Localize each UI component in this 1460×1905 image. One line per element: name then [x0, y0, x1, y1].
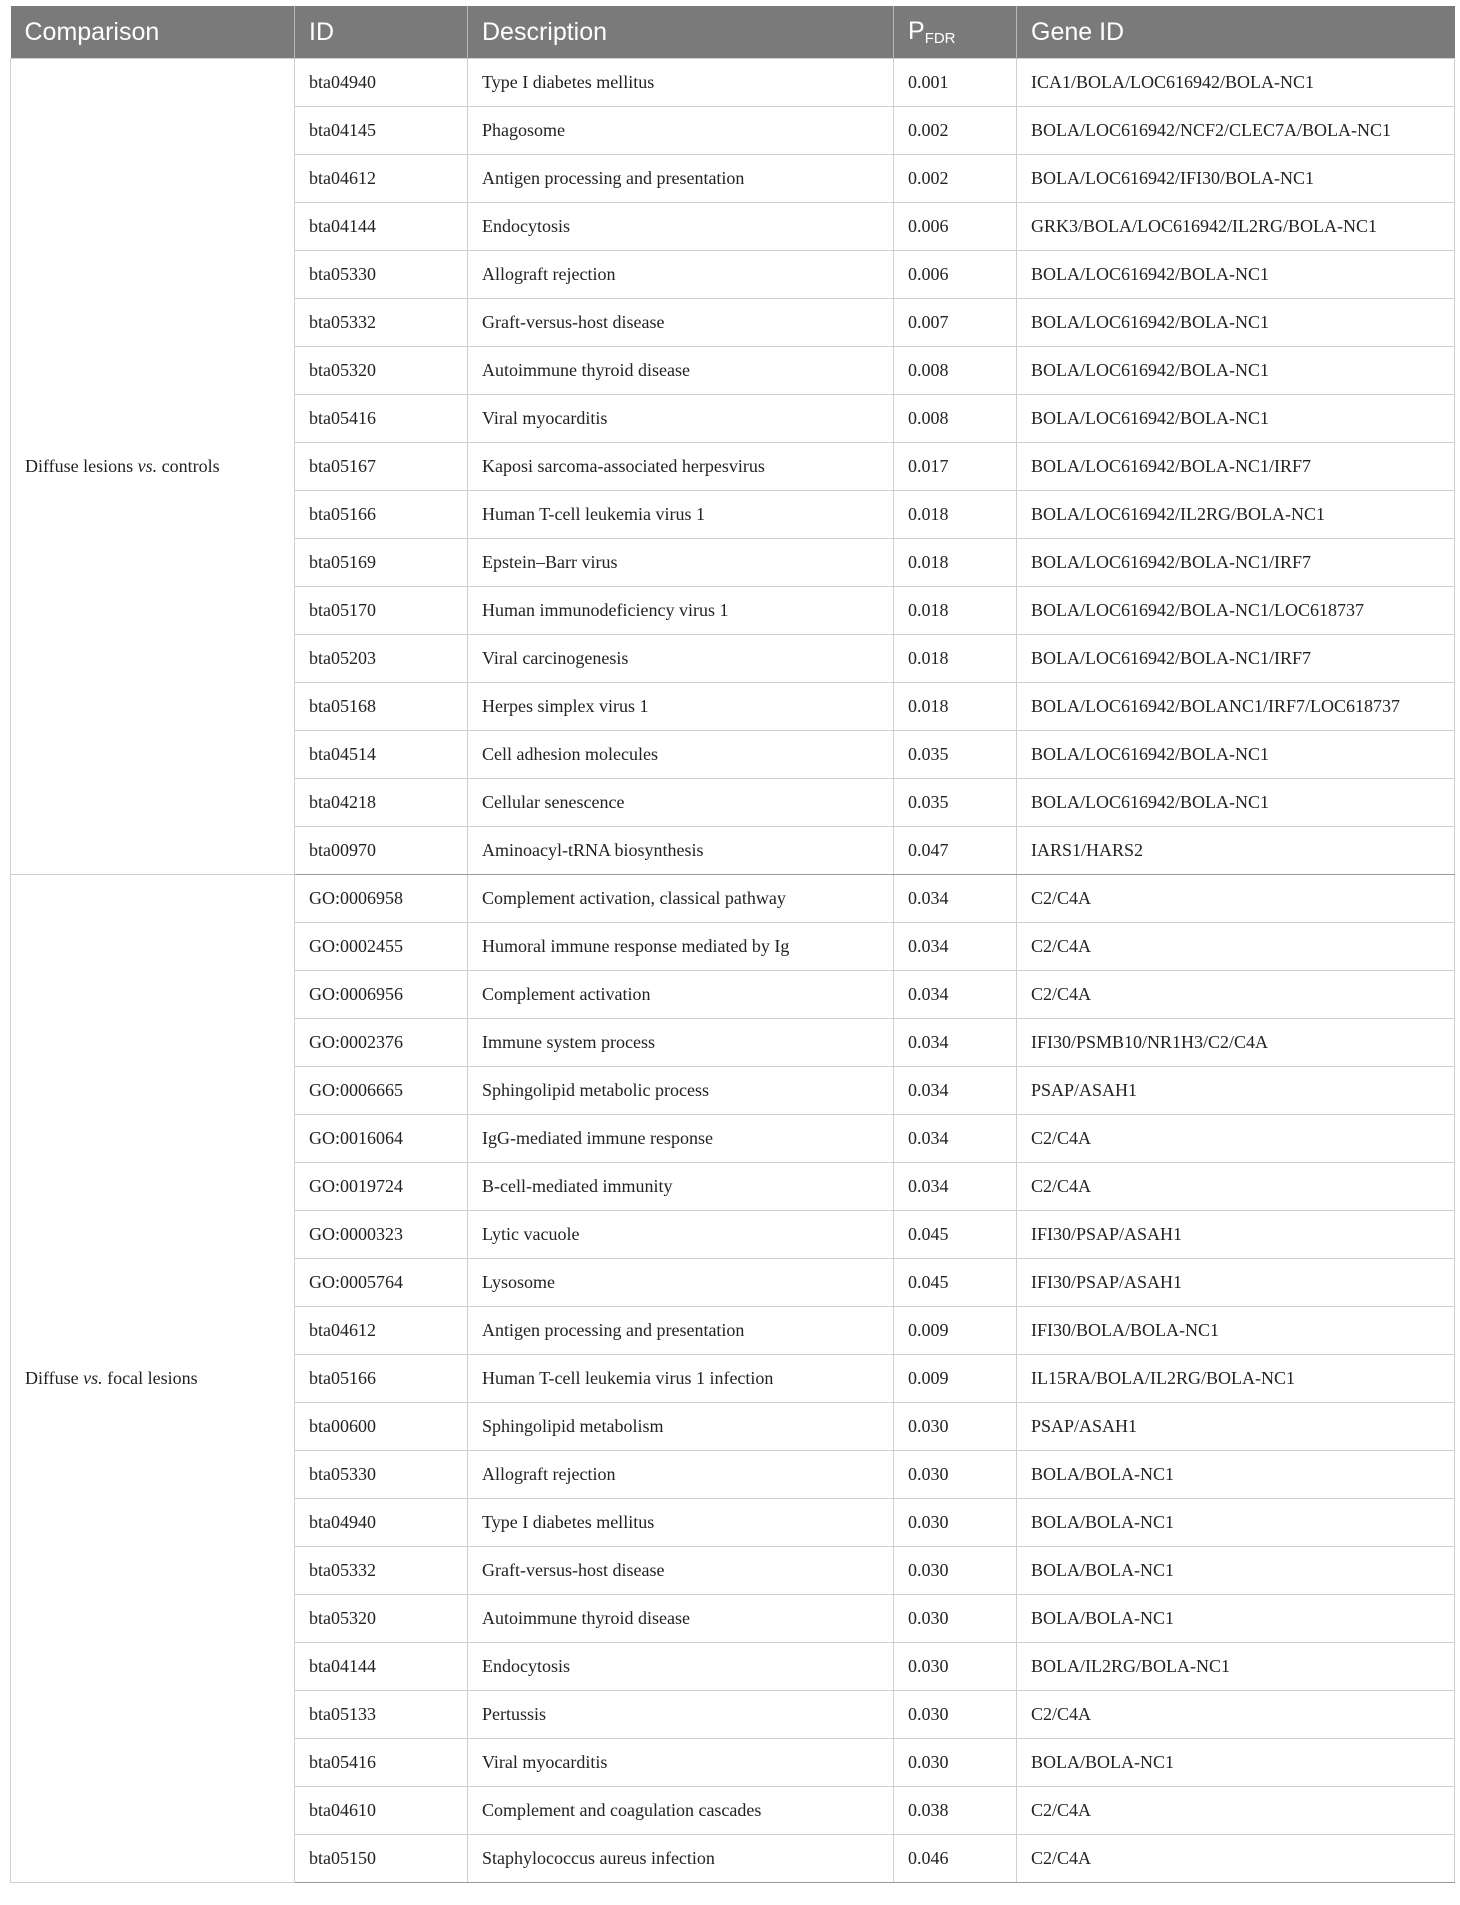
comparison-suffix: focal lesions [102, 1368, 198, 1388]
gene-id-cell: PSAP/ASAH1 [1017, 1403, 1455, 1451]
gene-id-cell: C2/C4A [1017, 971, 1455, 1019]
p-fdr-cell: 0.030 [894, 1451, 1017, 1499]
enrichment-table [10, 6, 1455, 1883]
gene-id-cell: BOLA/BOLA-NC1 [1017, 1451, 1455, 1499]
comparison-cell [11, 875, 295, 1883]
header-p-fdr [894, 6, 1017, 59]
description-cell: Lytic vacuole [468, 1211, 894, 1259]
p-fdr-cell: 0.018 [894, 539, 1017, 587]
description-cell: Type I diabetes mellitus [468, 59, 894, 107]
id-cell: bta04612 [295, 155, 468, 203]
p-fdr-cell: 0.035 [894, 779, 1017, 827]
description-cell: Graft-versus-host disease [468, 299, 894, 347]
p-fdr-cell: 0.002 [894, 155, 1017, 203]
p-fdr-cell: 0.045 [894, 1259, 1017, 1307]
description-cell: Endocytosis [468, 203, 894, 251]
description-cell: Phagosome [468, 107, 894, 155]
description-cell: Sphingolipid metabolic process [468, 1067, 894, 1115]
id-cell: bta05332 [295, 299, 468, 347]
p-fdr-cell: 0.002 [894, 107, 1017, 155]
p-fdr-cell: 0.018 [894, 635, 1017, 683]
p-fdr-cell: 0.030 [894, 1595, 1017, 1643]
p-fdr-cell: 0.009 [894, 1355, 1017, 1403]
description-cell: Graft-versus-host disease [468, 1547, 894, 1595]
id-cell: bta05330 [295, 251, 468, 299]
table-body [11, 59, 1455, 1883]
id-cell: bta00970 [295, 827, 468, 875]
header-row [11, 6, 1455, 59]
description-cell: Epstein–Barr virus [468, 539, 894, 587]
gene-id-cell: BOLA/LOC616942/BOLA-NC1 [1017, 779, 1455, 827]
id-cell: bta05320 [295, 1595, 468, 1643]
id-cell: bta05330 [295, 1451, 468, 1499]
id-cell: bta04514 [295, 731, 468, 779]
id-cell: GO:0016064 [295, 1115, 468, 1163]
gene-id-cell: C2/C4A [1017, 1115, 1455, 1163]
description-cell: Kaposi sarcoma-associated herpesvirus [468, 443, 894, 491]
description-cell: Antigen processing and presentation [468, 155, 894, 203]
p-fdr-cell: 0.034 [894, 1019, 1017, 1067]
description-cell: Humoral immune response mediated by Ig [468, 923, 894, 971]
gene-id-cell: IFI30/BOLA/BOLA-NC1 [1017, 1307, 1455, 1355]
p-fdr-cell: 0.009 [894, 1307, 1017, 1355]
gene-id-cell: BOLA/LOC616942/IL2RG/BOLA-NC1 [1017, 491, 1455, 539]
description-cell: Viral myocarditis [468, 395, 894, 443]
gene-id-cell: BOLA/LOC616942/BOLA-NC1 [1017, 251, 1455, 299]
description-cell: Aminoacyl-tRNA biosynthesis [468, 827, 894, 875]
description-cell: Complement and coagulation cascades [468, 1787, 894, 1835]
id-cell: bta05332 [295, 1547, 468, 1595]
description-cell: Viral myocarditis [468, 1739, 894, 1787]
id-cell: bta05133 [295, 1691, 468, 1739]
table-row [11, 875, 1455, 923]
id-cell: GO:0002455 [295, 923, 468, 971]
gene-id-cell: BOLA/LOC616942/BOLA-NC1 [1017, 731, 1455, 779]
comparison-prefix: Diffuse [25, 1368, 84, 1388]
gene-id-cell: IARS1/HARS2 [1017, 827, 1455, 875]
description-cell: Staphylococcus aureus infection [468, 1835, 894, 1883]
p-fdr-cell: 0.030 [894, 1403, 1017, 1451]
gene-id-cell: C2/C4A [1017, 1787, 1455, 1835]
p-fdr-cell: 0.018 [894, 683, 1017, 731]
description-cell: Human immunodeficiency virus 1 [468, 587, 894, 635]
id-cell: GO:0005764 [295, 1259, 468, 1307]
description-cell: Type I diabetes mellitus [468, 1499, 894, 1547]
gene-id-cell: BOLA/LOC616942/NCF2/CLEC7A/BOLA-NC1 [1017, 107, 1455, 155]
id-cell: bta05167 [295, 443, 468, 491]
description-cell: Immune system process [468, 1019, 894, 1067]
gene-id-cell: IL15RA/BOLA/IL2RG/BOLA-NC1 [1017, 1355, 1455, 1403]
p-fdr-cell: 0.001 [894, 59, 1017, 107]
gene-id-cell: IFI30/PSAP/ASAH1 [1017, 1259, 1455, 1307]
p-fdr-cell: 0.006 [894, 251, 1017, 299]
id-cell: GO:0006958 [295, 875, 468, 923]
p-fdr-cell: 0.017 [894, 443, 1017, 491]
comparison-vs: vs. [137, 456, 158, 476]
gene-id-cell: BOLA/BOLA-NC1 [1017, 1499, 1455, 1547]
id-cell: bta00600 [295, 1403, 468, 1451]
gene-id-cell: C2/C4A [1017, 1163, 1455, 1211]
p-fdr-cell: 0.008 [894, 347, 1017, 395]
comparison-cell [11, 59, 295, 875]
id-cell: bta05416 [295, 1739, 468, 1787]
description-cell: Pertussis [468, 1691, 894, 1739]
header-gene-id: Gene ID [1017, 6, 1455, 59]
id-cell: bta04612 [295, 1307, 468, 1355]
p-fdr-cell: 0.034 [894, 1115, 1017, 1163]
p-fdr-cell: 0.030 [894, 1739, 1017, 1787]
description-cell: Cell adhesion molecules [468, 731, 894, 779]
comparison-prefix: Diffuse lesions [25, 456, 138, 476]
p-fdr-cell: 0.034 [894, 923, 1017, 971]
table-container [10, 6, 1454, 1883]
comparison-vs: vs. [83, 1368, 103, 1388]
id-cell: bta05320 [295, 347, 468, 395]
description-cell: Antigen processing and presentation [468, 1307, 894, 1355]
id-cell: bta05169 [295, 539, 468, 587]
p-fdr-cell: 0.006 [894, 203, 1017, 251]
id-cell: GO:0006665 [295, 1067, 468, 1115]
gene-id-cell: BOLA/LOC616942/BOLANC1/IRF7/LOC618737 [1017, 683, 1455, 731]
id-cell: bta05166 [295, 491, 468, 539]
p-fdr-cell: 0.046 [894, 1835, 1017, 1883]
description-cell: Allograft rejection [468, 251, 894, 299]
id-cell: GO:0002376 [295, 1019, 468, 1067]
gene-id-cell: IFI30/PSAP/ASAH1 [1017, 1211, 1455, 1259]
p-fdr-cell: 0.034 [894, 875, 1017, 923]
p-fdr-cell: 0.007 [894, 299, 1017, 347]
comparison-suffix: controls [157, 456, 220, 476]
gene-id-cell: BOLA/LOC616942/BOLA-NC1/IRF7 [1017, 539, 1455, 587]
header-comparison: Comparison [11, 6, 295, 59]
p-fdr-cell: 0.034 [894, 971, 1017, 1019]
p-fdr-cell: 0.030 [894, 1643, 1017, 1691]
description-cell: Sphingolipid metabolism [468, 1403, 894, 1451]
gene-id-cell: C2/C4A [1017, 923, 1455, 971]
gene-id-cell: BOLA/LOC616942/BOLA-NC1/IRF7 [1017, 635, 1455, 683]
p-fdr-cell: 0.045 [894, 1211, 1017, 1259]
id-cell: bta05170 [295, 587, 468, 635]
description-cell: Herpes simplex virus 1 [468, 683, 894, 731]
description-cell: Cellular senescence [468, 779, 894, 827]
gene-id-cell: BOLA/LOC616942/IFI30/BOLA-NC1 [1017, 155, 1455, 203]
gene-id-cell: BOLA/LOC616942/BOLA-NC1 [1017, 299, 1455, 347]
p-fdr-cell: 0.038 [894, 1787, 1017, 1835]
description-cell: Human T-cell leukemia virus 1 infection [468, 1355, 894, 1403]
p-fdr-cell: 0.030 [894, 1691, 1017, 1739]
p-fdr-cell: 0.047 [894, 827, 1017, 875]
table-row [11, 59, 1455, 107]
gene-id-cell: C2/C4A [1017, 1835, 1455, 1883]
gene-id-cell: PSAP/ASAH1 [1017, 1067, 1455, 1115]
gene-id-cell: BOLA/BOLA-NC1 [1017, 1547, 1455, 1595]
p-fdr-cell: 0.034 [894, 1067, 1017, 1115]
id-cell: bta04144 [295, 1643, 468, 1691]
gene-id-cell: BOLA/LOC616942/BOLA-NC1/IRF7 [1017, 443, 1455, 491]
description-cell: B-cell-mediated immunity [468, 1163, 894, 1211]
description-cell: Lysosome [468, 1259, 894, 1307]
id-cell: bta04610 [295, 1787, 468, 1835]
p-fdr-cell: 0.008 [894, 395, 1017, 443]
description-cell: Autoimmune thyroid disease [468, 347, 894, 395]
p-fdr-cell: 0.035 [894, 731, 1017, 779]
description-cell: Autoimmune thyroid disease [468, 1595, 894, 1643]
id-cell: bta05166 [295, 1355, 468, 1403]
header-description: Description [468, 6, 894, 59]
header-p-main: P [908, 17, 925, 45]
gene-id-cell: BOLA/LOC616942/BOLA-NC1/LOC618737 [1017, 587, 1455, 635]
p-fdr-cell: 0.030 [894, 1547, 1017, 1595]
description-cell: Endocytosis [468, 1643, 894, 1691]
description-cell: IgG-mediated immune response [468, 1115, 894, 1163]
gene-id-cell: ICA1/BOLA/LOC616942/BOLA-NC1 [1017, 59, 1455, 107]
header-p-sub: FDR [924, 30, 956, 47]
id-cell: bta04144 [295, 203, 468, 251]
description-cell: Complement activation, classical pathway [468, 875, 894, 923]
gene-id-cell: BOLA/IL2RG/BOLA-NC1 [1017, 1643, 1455, 1691]
gene-id-cell: BOLA/LOC616942/BOLA-NC1 [1017, 395, 1455, 443]
gene-id-cell: GRK3/BOLA/LOC616942/IL2RG/BOLA-NC1 [1017, 203, 1455, 251]
description-cell: Viral carcinogenesis [468, 635, 894, 683]
description-cell: Complement activation [468, 971, 894, 1019]
gene-id-cell: C2/C4A [1017, 1691, 1455, 1739]
header-id: ID [295, 6, 468, 59]
id-cell: bta05203 [295, 635, 468, 683]
gene-id-cell: BOLA/BOLA-NC1 [1017, 1595, 1455, 1643]
id-cell: GO:0000323 [295, 1211, 468, 1259]
id-cell: bta04940 [295, 59, 468, 107]
id-cell: bta05168 [295, 683, 468, 731]
id-cell: bta04218 [295, 779, 468, 827]
gene-id-cell: C2/C4A [1017, 875, 1455, 923]
description-cell: Allograft rejection [468, 1451, 894, 1499]
p-fdr-cell: 0.018 [894, 587, 1017, 635]
p-fdr-cell: 0.030 [894, 1499, 1017, 1547]
id-cell: bta05416 [295, 395, 468, 443]
table-header [11, 6, 1455, 59]
id-cell: bta04940 [295, 1499, 468, 1547]
id-cell: GO:0006956 [295, 971, 468, 1019]
id-cell: bta04145 [295, 107, 468, 155]
gene-id-cell: BOLA/BOLA-NC1 [1017, 1739, 1455, 1787]
gene-id-cell: BOLA/LOC616942/BOLA-NC1 [1017, 347, 1455, 395]
p-fdr-cell: 0.034 [894, 1163, 1017, 1211]
p-fdr-cell: 0.018 [894, 491, 1017, 539]
gene-id-cell: IFI30/PSMB10/NR1H3/C2/C4A [1017, 1019, 1455, 1067]
description-cell: Human T-cell leukemia virus 1 [468, 491, 894, 539]
id-cell: bta05150 [295, 1835, 468, 1883]
id-cell: GO:0019724 [295, 1163, 468, 1211]
